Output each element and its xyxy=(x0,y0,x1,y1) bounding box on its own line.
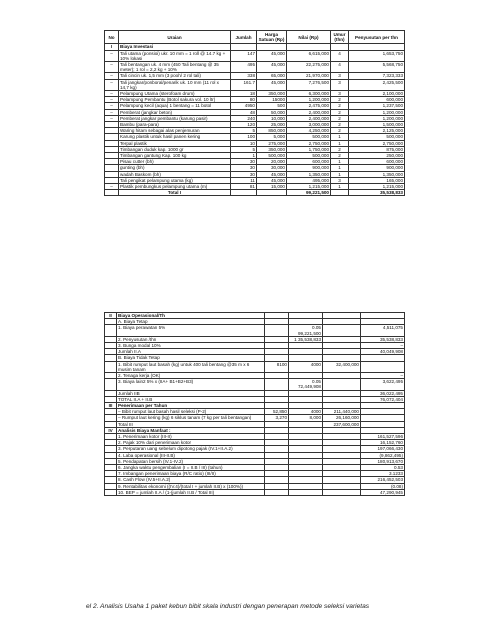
value-cell: 1,653,750 xyxy=(349,50,405,61)
item-description: Biaya Operasional/Th xyxy=(117,313,265,319)
value-cell: 1 35,538,833 xyxy=(289,336,323,342)
value-cell: 76,072,404 xyxy=(361,396,405,402)
value-cell: 4000 xyxy=(289,361,323,372)
value-cell: 161.7 xyxy=(231,79,257,90)
item-description: 10. BEP = jumlah II.A / (1-(jumlah II.B / Total III) xyxy=(117,489,265,495)
total-row xyxy=(105,190,405,196)
empty-cell xyxy=(257,190,287,196)
value-cell: 1,350,000 xyxy=(287,171,331,177)
value-cell: 1,215,000 xyxy=(349,184,405,190)
value-cell xyxy=(289,489,323,495)
row-number: II xyxy=(105,313,117,319)
value-cell: 2 xyxy=(331,128,349,134)
value-cell: 48 xyxy=(231,109,257,115)
value-cell: 30,000 xyxy=(257,165,287,171)
value-cell: 32,400,000 xyxy=(323,361,361,372)
value-cell: 5 xyxy=(231,146,257,152)
value-cell: 2 xyxy=(331,115,349,121)
value-cell: 20,000 xyxy=(257,159,287,165)
value-cell: 216,452,503 xyxy=(361,477,405,483)
value-cell: 1 xyxy=(331,165,349,171)
item-description: 1. Penerimaan kotor (III-II) xyxy=(117,434,265,440)
value-cell: 2,475,000 xyxy=(287,103,331,109)
item-description: Timbangan duduk kap. 1000 gr xyxy=(119,146,231,152)
value-cell: 165,000 xyxy=(349,177,405,183)
value-cell: 8,000 xyxy=(289,415,323,421)
section-label: Biaya Investasi xyxy=(119,44,231,50)
value-cell xyxy=(323,489,361,495)
value-cell: 900,000 xyxy=(349,165,405,171)
item-description: Tali pengikat pelampung utama (kg) xyxy=(119,177,231,183)
value-cell: 4 xyxy=(331,62,349,73)
value-cell xyxy=(323,379,361,390)
item-description: – Bibit rumput laut basah hasil seleksi (P-2) xyxy=(117,409,265,415)
value-cell: 1 xyxy=(331,134,349,140)
item-description: Penerimaan per Tahun xyxy=(117,403,265,409)
value-cell: 1,237,500 xyxy=(349,103,405,109)
value-cell: 1,200,000 xyxy=(349,109,405,115)
value-cell: 8100 xyxy=(265,361,289,372)
item-description: 6. Jangka waktu pengembalian (I = II.B / III) (tahun) xyxy=(117,465,265,471)
row-marker: – xyxy=(105,62,119,73)
value-cell: 2,750,000 xyxy=(287,140,331,146)
value-cell: 0.05 99,221,500 xyxy=(289,325,323,336)
value-cell: 0.05 72,449,908 xyxy=(289,379,323,390)
item-description: Analisis Biaya Manfaat : xyxy=(117,427,265,433)
value-cell: 15,000 xyxy=(257,184,287,190)
value-cell xyxy=(265,325,289,336)
empty-cell xyxy=(331,190,349,196)
value-cell: 2 xyxy=(331,153,349,159)
item-description: Terpal plastik xyxy=(119,140,231,146)
value-cell: 26,160,000 xyxy=(323,415,361,421)
value-cell: 2 xyxy=(331,146,349,152)
row-marker: – xyxy=(105,184,119,190)
value-cell: 80 xyxy=(231,97,257,103)
value-cell: 1,200,000 xyxy=(349,115,405,121)
value-cell: 45,000 xyxy=(257,79,287,90)
total-label: Total I xyxy=(119,190,231,196)
value-cell: 211,440,000 xyxy=(323,409,361,415)
value-cell: 15000 xyxy=(257,97,287,103)
item-description: 9. Rentabilitas ekonomi ((IV.4)/(total I + jumlah II.B) x (100%)) xyxy=(117,483,265,489)
operational-analysis-table xyxy=(104,312,405,496)
total-penyusutan: 35,538,833 xyxy=(349,190,405,196)
row-marker: – xyxy=(105,115,119,121)
value-cell: 3 xyxy=(331,79,349,90)
value-cell: 900,000 xyxy=(287,165,331,171)
value-cell: 495,000 xyxy=(287,177,331,183)
value-cell: 500 xyxy=(257,103,287,109)
value-cell: 1,750,000 xyxy=(287,146,331,152)
value-cell: (0.08) xyxy=(361,483,405,489)
value-cell: 237,600,000 xyxy=(323,421,361,427)
value-cell: 240 xyxy=(231,115,257,121)
value-cell: 500,000 xyxy=(287,153,331,159)
value-cell: 180,913,670 xyxy=(361,458,405,464)
empty-cell xyxy=(231,190,257,196)
value-cell: 1 xyxy=(331,171,349,177)
value-cell: 47,290,945 xyxy=(361,489,405,495)
value-cell: 25,000 xyxy=(257,122,287,128)
value-cell: 6,300,000 xyxy=(287,91,331,97)
value-cell: 6,615,000 xyxy=(287,50,331,61)
value-cell: 600,000 xyxy=(349,159,405,165)
value-cell xyxy=(265,489,289,495)
item-description: Pelampung Utama (sterofoam drum) xyxy=(119,91,231,97)
value-cell: 2 xyxy=(331,103,349,109)
value-cell: 10,000 xyxy=(257,115,287,121)
value-cell: (9,862,495) xyxy=(361,452,405,458)
value-cell: 197,066,430 xyxy=(361,446,405,452)
table-row xyxy=(105,50,405,61)
item-description: 2. Tenaga kerja (OK) xyxy=(117,373,265,379)
item-description: 3. Perputaran uang sebelum dipotong pajak (IV.1+II.A.2) xyxy=(117,446,265,452)
value-cell: 50,000 xyxy=(257,109,287,115)
value-cell: 36,022,495 xyxy=(361,390,405,396)
value-cell: 2,425,500 xyxy=(349,79,405,90)
value-cell: 1 xyxy=(331,184,349,190)
value-cell xyxy=(323,325,361,336)
item-description: Tali jangkar/ponboral/penarik uk. 10 mm (11 rol x 14,7 kg) xyxy=(119,79,231,90)
table-row xyxy=(105,62,405,73)
item-description: 8. Cash Flow (IV.5+II.A.2) xyxy=(117,477,265,483)
item-description: TOTAL II.A + II.B xyxy=(117,396,265,402)
row-number xyxy=(105,379,117,390)
row-marker: – xyxy=(105,91,119,97)
value-cell: 2,125,000 xyxy=(349,128,405,134)
item-description: 1. Biaya perawatan 5% xyxy=(117,325,265,336)
value-cell: 1,215,000 xyxy=(287,184,331,190)
item-description: B. Biaya Tidak Tetap xyxy=(117,355,265,361)
value-cell: 275,000 xyxy=(257,140,287,146)
operational-table-body xyxy=(105,313,405,496)
investment-table xyxy=(104,30,405,196)
item-description: Pemberat (jangkar beton) xyxy=(119,109,231,115)
value-cell: 81 xyxy=(231,184,257,190)
table-row xyxy=(105,325,405,336)
header-nilai: Nilai (Rp) xyxy=(287,31,331,44)
value-cell: 495 xyxy=(231,62,257,73)
item-description: A. Biaya Tetap xyxy=(117,319,265,325)
row-number xyxy=(105,361,117,372)
item-description: gunting (bh) xyxy=(119,165,231,171)
value-cell: 35,538,833 xyxy=(361,336,405,342)
item-description: Jumlah II.A xyxy=(117,349,265,355)
value-cell: 500,000 xyxy=(287,134,331,140)
value-cell: 3,000,000 xyxy=(287,122,331,128)
header-uraian: Uraian xyxy=(119,31,231,44)
item-description: Tali bentangan uk. 4 mm (450 Tali bentang @ 35 meter); 1 rol = 2,2 kg + 10% xyxy=(119,62,231,73)
item-description: Tali utama (ponsioi) ukr. 10 mm = 1 roll @ 14.7 kg + 10% lokasi xyxy=(119,50,231,61)
row-number: III xyxy=(105,403,117,409)
item-description: Pisau cutter (bh) xyxy=(119,159,231,165)
value-cell: 1,200,000 xyxy=(287,97,331,103)
item-description: 3. Bunga modal 10% xyxy=(117,343,265,349)
item-description: Karung plastik untuk hasil panen kering xyxy=(119,134,231,140)
table-caption: el 2. Analisis Usaha 1 paket kebun bibit skala industri dengan penerapan metode seleksi varietas xyxy=(86,603,370,610)
item-description: Plastik pembungkus pelampung utama (m) xyxy=(119,184,231,190)
header-jumlah: Jumlah xyxy=(231,31,257,44)
value-cell: 5,568,750 xyxy=(349,62,405,73)
value-cell: 147 xyxy=(231,50,257,61)
value-cell: 600,000 xyxy=(349,97,405,103)
value-cell: 2,400,000 xyxy=(287,109,331,115)
value-cell: 350,000 xyxy=(257,91,287,97)
value-cell: 2,750,000 xyxy=(349,140,405,146)
table-row xyxy=(105,79,405,90)
value-cell: 4000 xyxy=(289,409,323,415)
value-cell: 3 xyxy=(331,91,349,97)
value-cell: 161,527,596 xyxy=(361,434,405,440)
item-description: 7. Imbangan penerimaan biaya (R/C ratio) (III/II) xyxy=(117,471,265,477)
value-cell: 1 xyxy=(331,140,349,146)
value-cell: 30 xyxy=(231,159,257,165)
row-marker: – xyxy=(105,73,119,79)
header-harga: Harga Satuan (Rp) xyxy=(257,31,287,44)
value-cell: 45,000 xyxy=(257,171,287,177)
row-marker: – xyxy=(105,109,119,115)
value-cell xyxy=(265,379,289,390)
item-description: 2. Penyusutan /thn xyxy=(117,336,265,342)
value-cell: 4,250,000 xyxy=(287,128,331,134)
value-cell: 3,270 xyxy=(265,415,289,421)
value-cell: 2,100,000 xyxy=(349,91,405,97)
item-description: 1. Bibit rumput laut basah (kg) untuk 400 tali bentang @35 m x 6 musim tanam xyxy=(117,361,265,372)
value-cell: 45,000 xyxy=(257,50,287,61)
value-cell: 0.53 xyxy=(361,465,405,471)
value-cell: 500,000 xyxy=(349,134,405,140)
item-description: Pelampung kecil (aqua) 1 bentang = 11 botol xyxy=(119,103,231,109)
value-cell: 850,000 xyxy=(257,128,287,134)
value-cell: 1,500,000 xyxy=(349,122,405,128)
value-cell: 3 xyxy=(331,177,349,183)
table-row xyxy=(105,379,405,390)
item-description: Total III xyxy=(117,421,265,427)
value-cell: 3.1233 xyxy=(361,471,405,477)
value-cell: 45,000 xyxy=(257,177,287,183)
value-cell: 4 xyxy=(331,50,349,61)
value-cell: 5 xyxy=(231,128,257,134)
item-description: Bambu (para-para) xyxy=(119,122,231,128)
value-cell: 250,000 xyxy=(349,153,405,159)
value-cell: 2 xyxy=(331,122,349,128)
row-marker: – xyxy=(105,50,119,61)
row-marker: – xyxy=(105,97,119,103)
item-description: Jumlah IIB xyxy=(117,390,265,396)
value-cell: 4,511,075 xyxy=(361,325,405,336)
value-cell: 7,323,333 xyxy=(349,73,405,79)
value-cell: 1 xyxy=(331,159,349,165)
value-cell: 120 xyxy=(231,122,257,128)
value-cell: 2 xyxy=(331,97,349,103)
value-cell: 10 xyxy=(231,140,257,146)
value-cell: 2,400,000 xyxy=(287,115,331,121)
item-description: Pemberat jangkar pembantu (karung pasir) xyxy=(119,115,231,121)
value-cell: 1 xyxy=(231,153,257,159)
value-cell: – xyxy=(361,343,405,349)
item-description: 3. Biaya lain2 5% x (IIA+ B1+B2+B3) xyxy=(117,379,265,390)
item-description: – Rumput laut kering (kg) 6 siklus tanam (7 kg per tali bentangan) xyxy=(117,415,265,421)
value-cell: 2 xyxy=(331,109,349,115)
row-number xyxy=(105,325,117,336)
item-description: Tali cincin uk. 1,5 mm (3 pooh/ 2 rol tali) xyxy=(119,73,231,79)
value-cell: 52,850 xyxy=(265,409,289,415)
value-cell: 16,152,760 xyxy=(361,440,405,446)
value-cell: 45,000 xyxy=(257,62,287,73)
value-cell: 3 xyxy=(331,73,349,79)
section-no: I xyxy=(105,44,119,50)
header-penyusutan: Penyusutan per thn xyxy=(349,31,405,44)
item-description: 5. Pendapatan bersih (IV.1-IV.2) xyxy=(117,458,265,464)
table-row xyxy=(105,361,405,372)
value-cell: 65,000 xyxy=(257,73,287,79)
value-cell: 40,049,908 xyxy=(361,349,405,355)
value-cell: 21,970,000 xyxy=(287,73,331,79)
value-cell: 338 xyxy=(231,73,257,79)
total-nilai: 99,221,500 xyxy=(287,190,331,196)
value-cell: 30 xyxy=(231,165,257,171)
empty-cell xyxy=(105,190,119,196)
value-cell: 1,350,000 xyxy=(349,171,405,177)
value-cell: 22,275,000 xyxy=(287,62,331,73)
row-number: IV xyxy=(105,427,117,433)
value-cell: 11 xyxy=(231,177,257,183)
value-cell: 350,000 xyxy=(257,146,287,152)
value-cell: 5,000 xyxy=(257,134,287,140)
row-number xyxy=(105,489,117,495)
item-description: 2. Pajak 10% dari penerimaan kotor xyxy=(117,440,265,446)
value-cell xyxy=(361,361,405,372)
item-description: Waring hitam sebagai alas penjemuran xyxy=(119,128,231,134)
item-description: wadah Baskom (bh) xyxy=(119,171,231,177)
value-cell: 30 xyxy=(231,171,257,177)
row-marker: – xyxy=(105,103,119,109)
value-cell: 3,622,495 xyxy=(361,379,405,390)
item-description: 4. Laba operasional (III-II.B) xyxy=(117,452,265,458)
investment-table-body xyxy=(105,44,405,196)
value-cell: 4950 xyxy=(231,103,257,109)
item-description: Pelampung Pembantu (Botol sakura vol. 10 ltr) xyxy=(119,97,231,103)
value-cell: 500,000 xyxy=(257,153,287,159)
header-umur: Umur (thn) xyxy=(331,31,349,44)
table-row xyxy=(105,489,405,495)
item-description: Timbangan gantung Kap. 100 kg xyxy=(119,153,231,159)
value-cell: 7,276,500 xyxy=(287,79,331,90)
value-cell: 600,000 xyxy=(287,159,331,165)
header-no: No xyxy=(105,31,119,44)
value-cell: 875,000 xyxy=(349,146,405,152)
value-cell: 100 xyxy=(231,134,257,140)
value-cell: 18 xyxy=(231,91,257,97)
value-cell: – xyxy=(361,373,405,379)
row-marker: – xyxy=(105,79,119,90)
table-header-row xyxy=(105,31,405,44)
